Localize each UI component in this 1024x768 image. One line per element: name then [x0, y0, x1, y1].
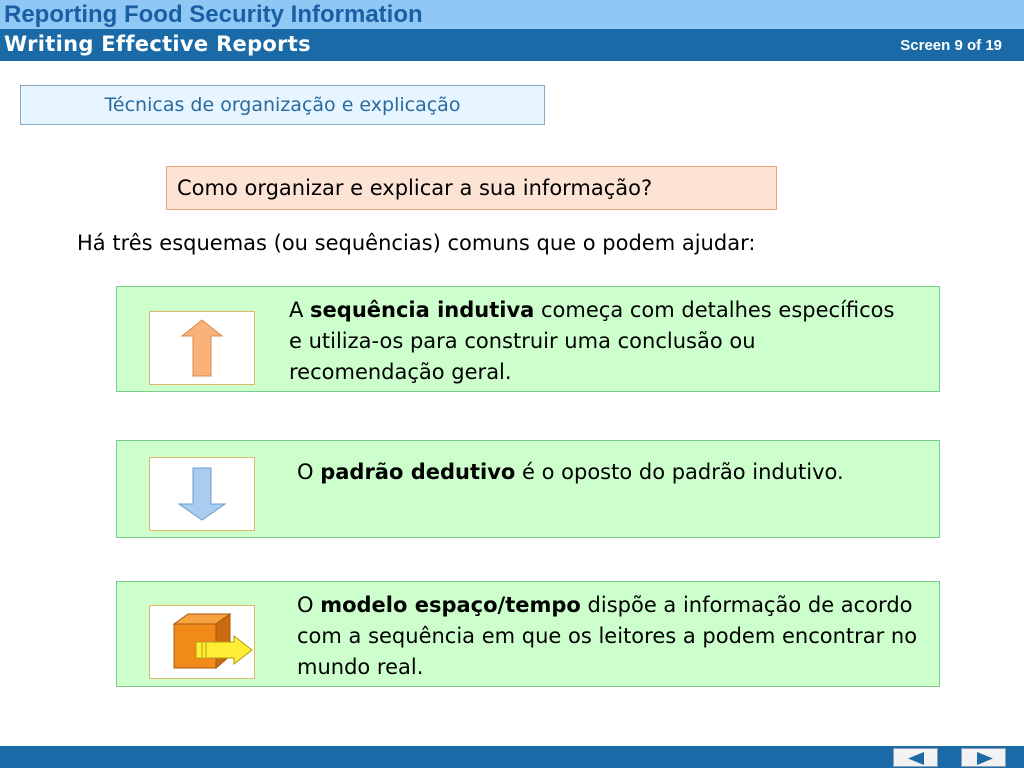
section-title: Técnicas de organização e explicação — [104, 94, 461, 116]
intro-text: Há três esquemas (ou sequências) comuns que o podem ajudar: — [77, 231, 756, 255]
card-prefix: A — [289, 298, 311, 322]
card-description: começa com detalhes específicos e utiliza-os para construir uma conclusão ou recomendação geral. — [289, 298, 895, 384]
icon-frame — [149, 605, 255, 679]
left-triangle-icon — [894, 749, 939, 768]
icon-frame — [149, 457, 255, 531]
footer-bar — [0, 746, 1024, 768]
question-box — [166, 166, 777, 210]
card-description: dispõe a informação de acordo com a sequência em que os leitores a podem encontrar no mundo real. — [297, 593, 918, 679]
card-prefix: O — [297, 460, 321, 484]
card-text — [297, 457, 927, 488]
course-title: Reporting Food Security Information — [4, 1, 423, 28]
card-description: é o oposto do padrão indutivo. — [515, 460, 844, 484]
screen-counter: Screen 9 of 19 — [900, 37, 1002, 54]
previous-button[interactable] — [893, 748, 938, 767]
right-triangle-icon — [962, 749, 1007, 768]
card-text — [289, 295, 909, 388]
up-arrow-icon — [150, 312, 254, 384]
card-prefix: O — [297, 593, 321, 617]
question-text: Como organizar e explicar a sua informação? — [177, 176, 653, 200]
down-arrow-icon — [150, 458, 254, 530]
card-term: sequência indutiva — [310, 298, 535, 322]
card-term: modelo espaço/tempo — [320, 593, 581, 617]
next-button[interactable] — [961, 748, 1006, 767]
card-term: padrão dedutivo — [320, 460, 516, 484]
section-title-box — [20, 85, 545, 125]
module-title: Writing Effective Reports — [4, 32, 311, 56]
card-inductive — [116, 286, 940, 392]
card-deductive — [116, 440, 940, 538]
card-space-time — [116, 581, 940, 687]
icon-frame — [149, 311, 255, 385]
cube-arrow-icon — [150, 606, 254, 678]
card-text — [297, 590, 927, 683]
